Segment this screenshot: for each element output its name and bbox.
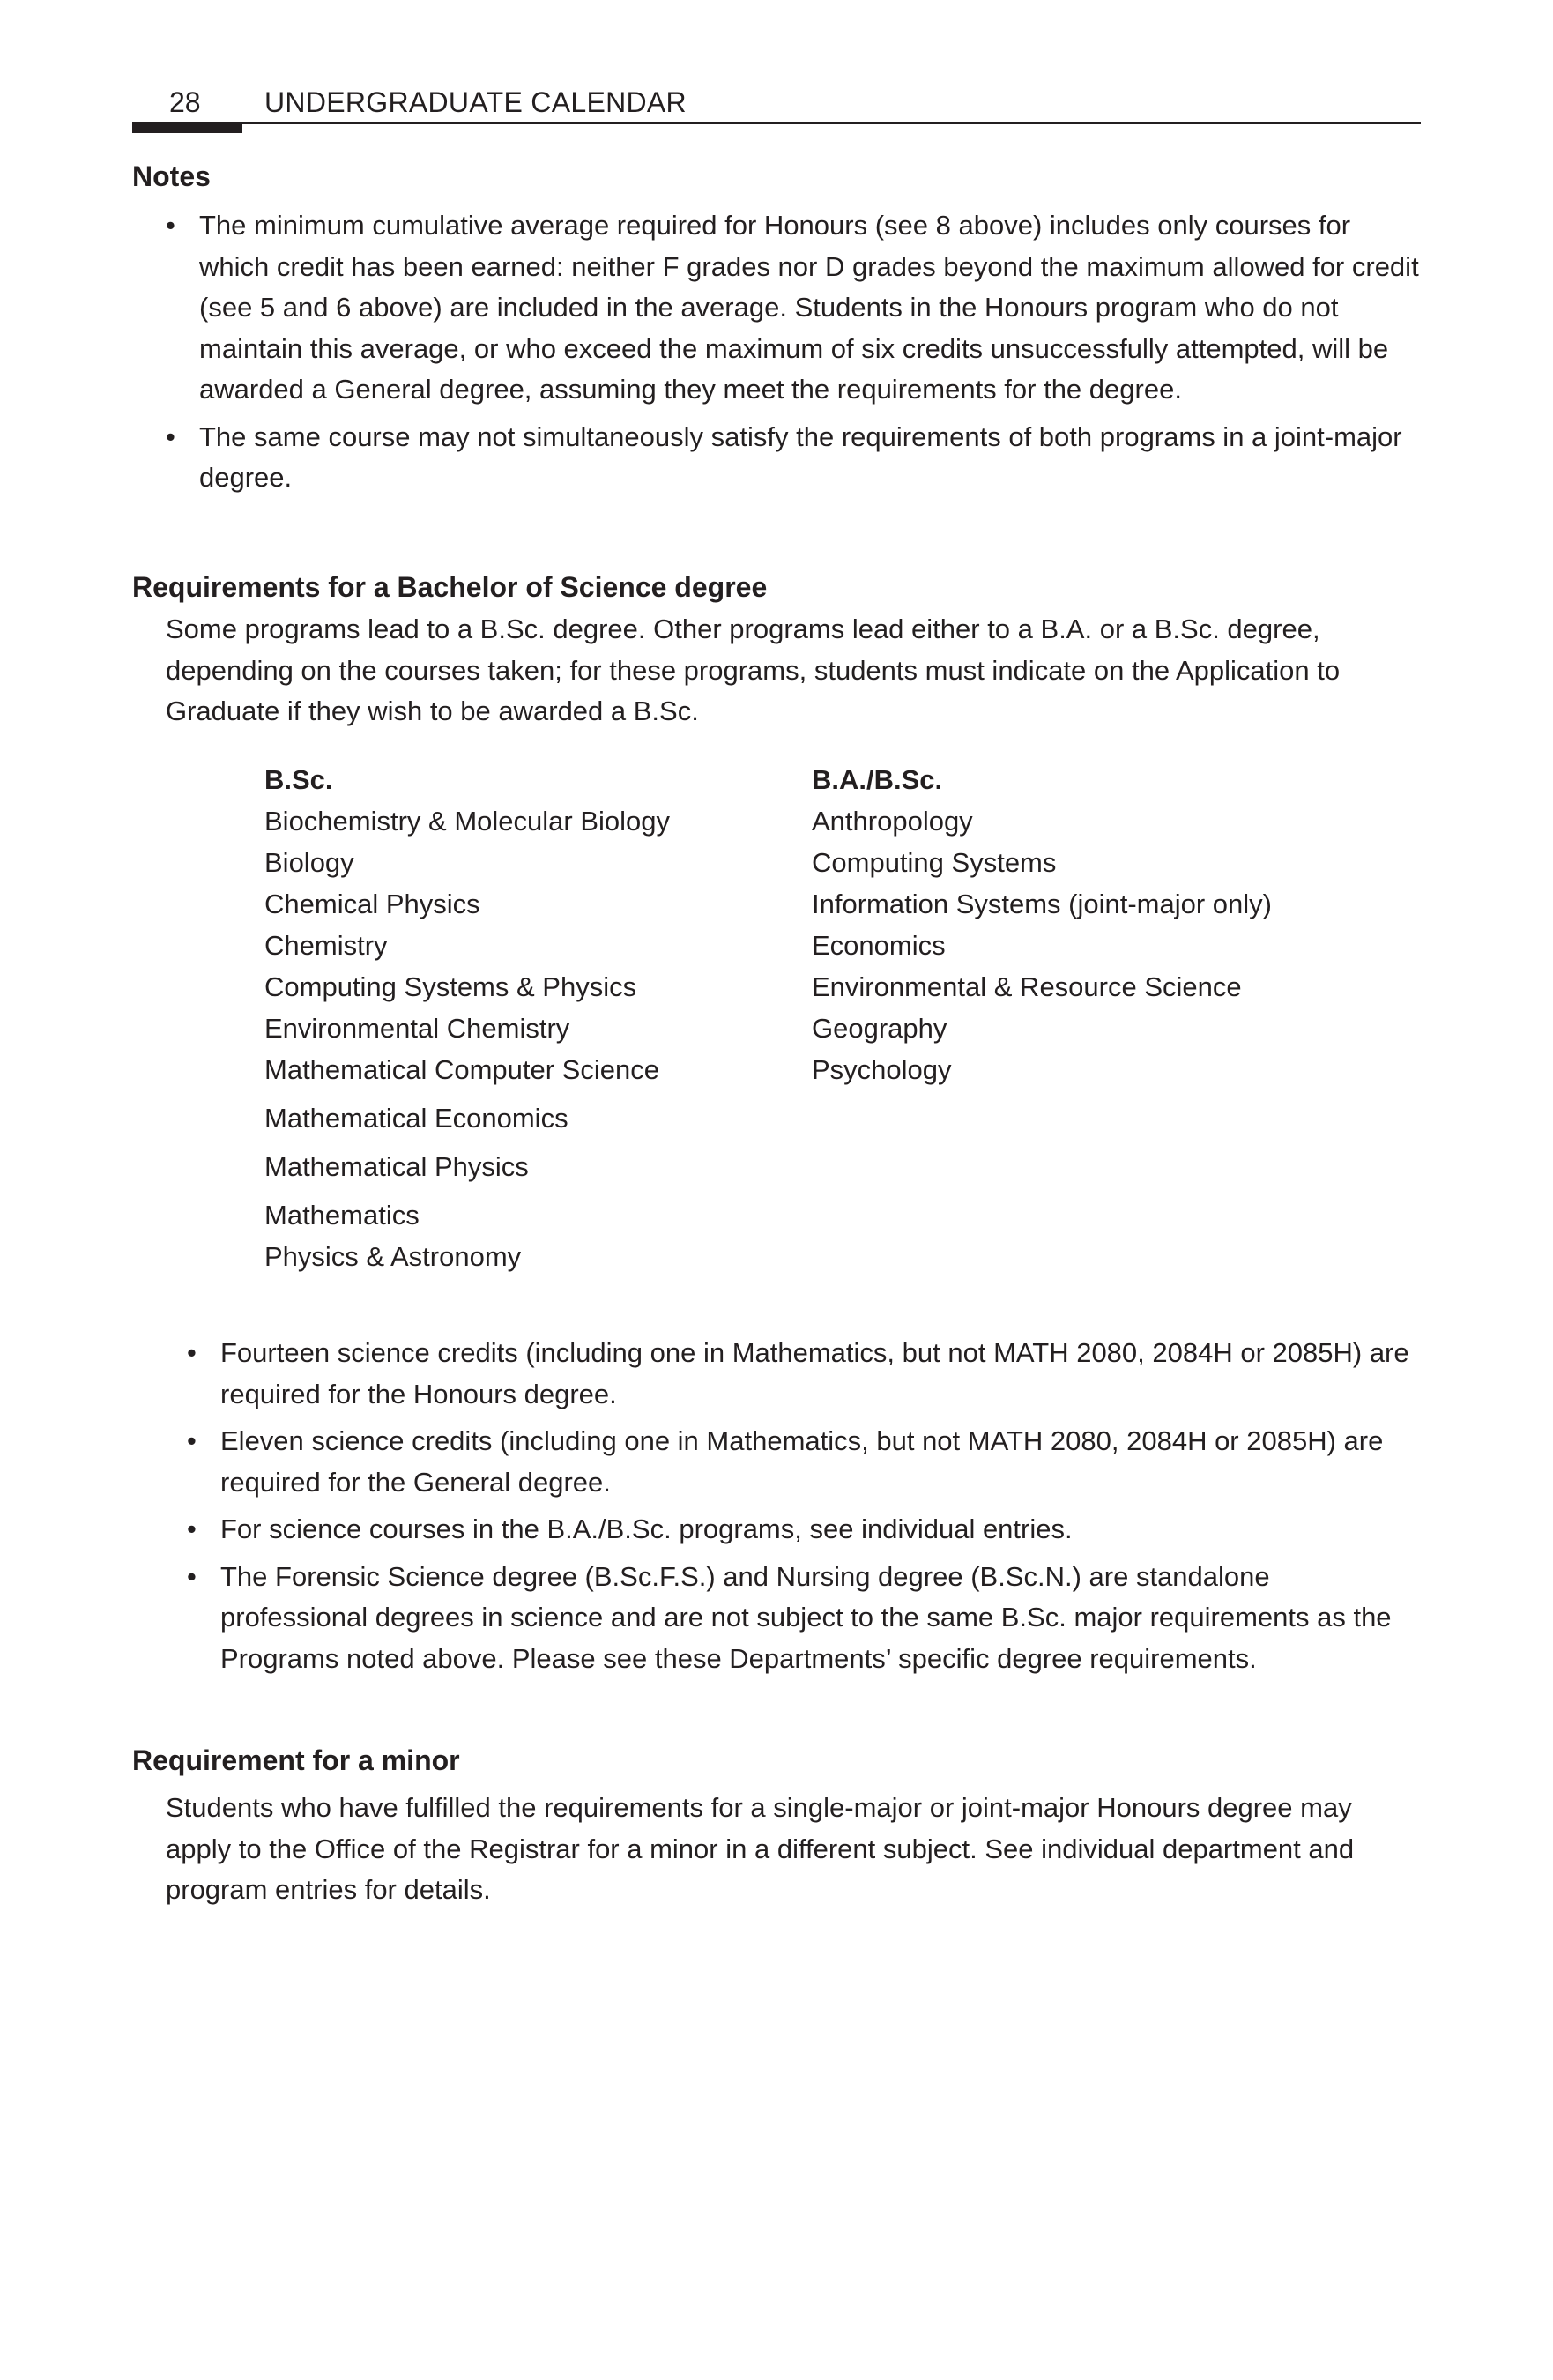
program-item: Chemistry (264, 930, 388, 961)
list-item-text: The minimum cumulative average required for Honours (see 8 above) includes only courses for which credit has been earned: neither F grades nor D grades beyond the maximum allowed for credit (see 5 and 6 above) are included in the average. Students in the Honours program who do not maintain this average, or who exceed the maximum of six credits unsuccessfully attempted, will be awarded a General degree, assuming they meet the requirements for the degree. (199, 210, 1419, 405)
program-item: Biochemistry & Molecular Biology (264, 806, 671, 837)
program-item: Biology (264, 847, 354, 878)
bullet-icon: • (187, 1337, 197, 1368)
list-item (187, 1509, 1424, 1551)
list-item (187, 1557, 1424, 1680)
program-item: Computing Systems & Physics (264, 971, 637, 1002)
ba-bsc-program-column (812, 761, 1411, 1092)
running-header (132, 78, 1421, 136)
notes-heading: Notes (132, 160, 211, 192)
program-item: Economics (812, 930, 946, 961)
list-item-text: The Forensic Science degree (B.Sc.F.S.) and Nursing degree (B.Sc.N.) are standalone professional degrees in science and are not subject to the same B.Sc. major requirements as the Programs noted above. Please see these Departments’ specific degree requirements. (220, 1560, 1392, 1674)
program-item: Mathematical Physics (264, 1151, 529, 1182)
program-item: Mathematical Economics (264, 1103, 568, 1134)
calendar-title: UNDERGRADUATE CALENDAR (264, 86, 687, 118)
program-item: Environmental & Resource Science (812, 971, 1242, 1002)
minor-heading: Requirement for a minor (132, 1744, 460, 1776)
ba-bsc-column-heading: B.A./B.Sc. (812, 764, 943, 795)
list-item-text: For science courses in the B.A./B.Sc. programs, see individual entries. (220, 1514, 1073, 1544)
list-item (187, 1333, 1424, 1415)
bullet-icon: • (187, 1514, 197, 1544)
bullet-icon: • (187, 1560, 197, 1592)
program-item: Environmental Chemistry (264, 1013, 570, 1044)
bsc-requirements-list (187, 1333, 1424, 1685)
list-item (166, 205, 1424, 411)
program-item: Mathematics (264, 1200, 420, 1231)
program-item: Psychology (812, 1054, 952, 1085)
program-item: Chemical Physics (264, 889, 480, 919)
page-number: 28 (169, 86, 201, 118)
program-item: Computing Systems (812, 847, 1057, 878)
minor-body: Students who have fulfilled the requirements for a single-major or joint-major Honours degree may apply to the Office of the Registrar for a minor in a different subject. See individual department and program entries for details. (166, 1792, 1355, 1905)
bsc-requirements-intro: Some programs lead to a B.Sc. degree. Other programs lead either to a B.A. or a B.Sc. degree, depending on the courses taken; for these programs, students must indicate on the Application to Graduate if they wish to be awarded a B.Sc. (166, 614, 1341, 726)
program-item: Mathematical Computer Science (264, 1054, 659, 1085)
notes-list (166, 205, 1424, 505)
bsc-column-heading: B.Sc. (264, 764, 333, 795)
bsc-requirements-heading: Requirements for a Bachelor of Science degree (132, 571, 768, 603)
bullet-icon: • (166, 420, 175, 452)
list-item-text: Eleven science credits (including one in Mathematics, but not MATH 2080, 2084H or 2085H) are required for the General degree. (220, 1425, 1384, 1498)
bsc-program-column (264, 761, 776, 1279)
header-rule (132, 122, 1421, 124)
header-tab-bar (132, 122, 242, 133)
bullet-icon: • (166, 210, 175, 241)
list-item-text: The same course may not simultaneously satisfy the requirements of both programs in a joint-major degree. (199, 420, 1402, 493)
list-item (166, 417, 1424, 499)
list-item (187, 1421, 1424, 1503)
program-item: Information Systems (joint-major only) (812, 889, 1272, 919)
program-item: Geography (812, 1013, 947, 1044)
bullet-icon: • (187, 1425, 197, 1456)
list-item-text: Fourteen science credits (including one in Mathematics, but not MATH 2080, 2084H or 2085H) are required for the Honours degree. (220, 1337, 1409, 1409)
program-item: Anthropology (812, 806, 973, 837)
program-item: Physics & Astronomy (264, 1241, 522, 1272)
